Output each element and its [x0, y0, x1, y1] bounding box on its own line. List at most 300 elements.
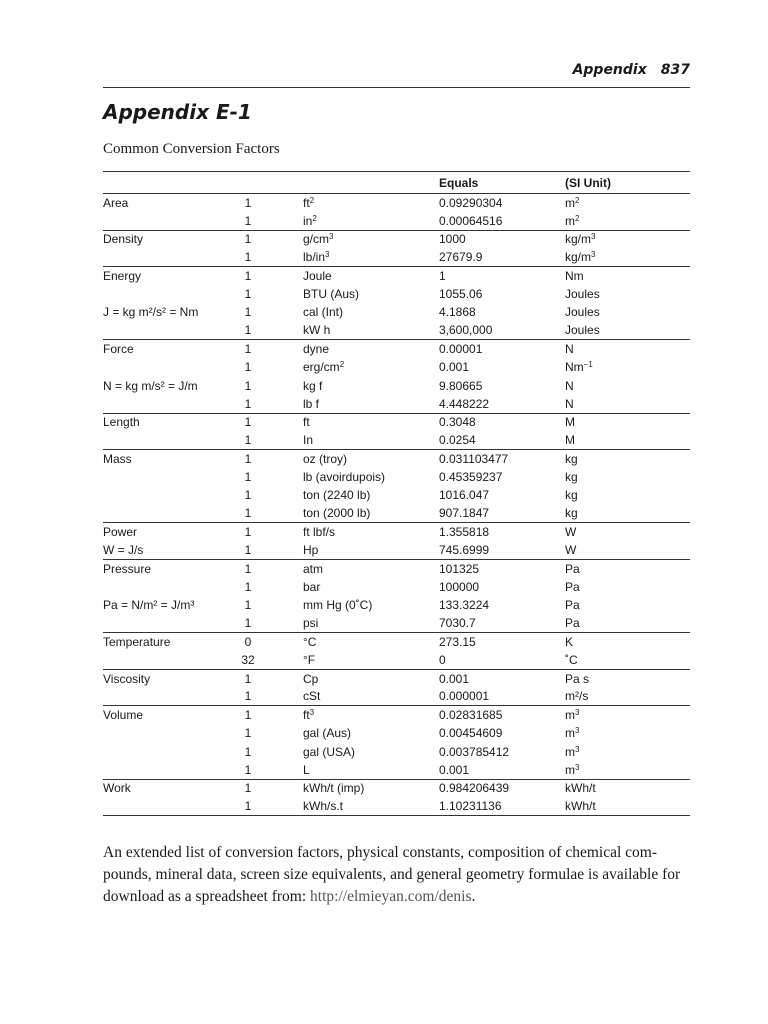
- quantity-label: [103, 651, 225, 669]
- quantity-label: J = kg m²/s² = Nm: [103, 305, 199, 320]
- equals-value: 9.80665: [439, 378, 483, 393]
- table-row: [103, 541, 690, 559]
- equals-value: 0.003785412: [439, 744, 510, 759]
- unit-exponent: 2: [309, 195, 315, 205]
- si-unit-exponent: 3: [575, 744, 580, 754]
- si-unit-text: kWh/t: [565, 799, 596, 814]
- si-unit-text: Nm: [565, 360, 584, 375]
- quantity-label: [103, 468, 225, 486]
- si-unit-text: M: [565, 415, 575, 430]
- unit-cell: [303, 376, 439, 394]
- si-unit-text: kg: [565, 452, 578, 467]
- amount-cell: 1: [244, 579, 252, 594]
- table-row: [103, 614, 690, 632]
- si-unit-text: ˚C: [565, 652, 578, 667]
- unit-cell: [303, 651, 439, 669]
- unit-text: erg/cm: [303, 360, 340, 375]
- table-row: [103, 633, 690, 651]
- si-unit-text: W: [565, 543, 577, 558]
- amount-cell: 1: [225, 230, 271, 248]
- unit-cell: [303, 248, 439, 266]
- equals-value: 4.448222: [439, 396, 490, 411]
- spacer-cell: [271, 230, 303, 248]
- amount-cell: 1: [244, 689, 252, 704]
- amount-cell: 1: [225, 559, 271, 577]
- amount-cell: 1: [225, 450, 271, 468]
- table-row: [103, 761, 690, 779]
- appendix-title: Appendix E-1: [103, 100, 252, 124]
- table-row: [103, 248, 690, 266]
- amount-cell: 1: [225, 523, 271, 541]
- si-unit-cell: [565, 431, 690, 449]
- si-unit-text: Pa: [565, 579, 580, 594]
- amount-cell: 1: [225, 797, 271, 815]
- unit-exponent: 3: [325, 250, 330, 260]
- equals-value: 907.1847: [439, 506, 490, 521]
- unit-cell: [303, 761, 439, 779]
- si-unit-cell: [565, 614, 690, 632]
- unit-cell: [303, 340, 439, 358]
- table-row: [103, 651, 690, 669]
- spacer-cell: [271, 688, 303, 706]
- spacer-cell: [271, 505, 303, 523]
- running-head: [103, 62, 690, 78]
- si-unit-exponent: 3: [575, 726, 580, 736]
- unit-text: kWh/t (imp): [303, 781, 365, 796]
- si-unit-cell: [565, 450, 690, 468]
- table-row: [103, 376, 690, 394]
- si-unit-text: m: [565, 726, 575, 741]
- amount-cell: 1: [244, 616, 252, 631]
- spacer-cell: [271, 706, 303, 724]
- table-row: [103, 779, 690, 797]
- quantity-label: [103, 742, 225, 760]
- conversion-table-wrapper: [103, 171, 690, 816]
- amount-cell: 1: [244, 506, 252, 521]
- si-unit-text: kg/m: [565, 232, 592, 247]
- quantity-label: [103, 322, 225, 340]
- unit-cell: [303, 779, 439, 797]
- quantity-label: [103, 797, 225, 815]
- unit-cell: [303, 322, 439, 340]
- unit-cell: [303, 797, 439, 815]
- equals-value: 0.00001: [439, 340, 565, 358]
- quantity-label: [103, 688, 225, 706]
- quantity-label: [103, 614, 225, 632]
- si-unit-cell: [565, 267, 690, 285]
- unit-exponent: 3: [309, 708, 315, 718]
- unit-cell: [303, 230, 439, 248]
- si-unit-cell: [565, 688, 690, 706]
- unit-text: cSt: [303, 689, 321, 704]
- quantity-label: Density: [103, 230, 225, 248]
- table-row: [103, 358, 690, 376]
- amount-cell: 1: [225, 340, 271, 358]
- unit-text: gal (Aus): [303, 726, 352, 741]
- unit-text: lb f: [303, 396, 320, 411]
- unit-text: °C: [303, 635, 317, 650]
- si-unit-text: m: [565, 744, 575, 759]
- si-unit-exponent: 3: [575, 762, 580, 772]
- si-unit-text: M: [565, 433, 575, 448]
- unit-text: ft: [303, 415, 310, 430]
- si-unit-cell: [565, 194, 690, 212]
- equals-value: 0.02831685: [439, 706, 565, 724]
- unit-text: psi: [303, 616, 319, 631]
- equals-value: 0.001: [439, 360, 470, 375]
- table-row: [103, 596, 690, 614]
- unit-text: atm: [303, 561, 324, 576]
- table-row: [103, 322, 690, 340]
- table-row: [103, 468, 690, 486]
- quantity-label: [103, 395, 225, 413]
- spacer-cell: [271, 761, 303, 779]
- equals-value: 273.15: [439, 633, 565, 651]
- si-unit-exponent: 3: [575, 708, 580, 718]
- spacer-cell: [271, 779, 303, 797]
- amount-cell: 1: [244, 378, 252, 393]
- unit-text: L: [303, 762, 310, 777]
- spacer-cell: [271, 322, 303, 340]
- unit-text: BTU (Aus): [303, 287, 360, 302]
- si-unit-exponent: 3: [591, 232, 596, 242]
- unit-text: ft: [303, 195, 310, 210]
- header-unit: [303, 172, 439, 194]
- equals-value: 0.00064516: [439, 213, 503, 228]
- table-row: [103, 267, 690, 285]
- table-row: [103, 559, 690, 577]
- quantity-label: W = J/s: [103, 543, 144, 558]
- unit-cell: [303, 523, 439, 541]
- quantity-label: [103, 761, 225, 779]
- unit-cell: [303, 431, 439, 449]
- si-unit-cell: [565, 395, 690, 413]
- amount-cell: 1: [225, 194, 271, 212]
- si-unit-text: Pa: [565, 561, 580, 576]
- unit-cell: [303, 194, 439, 212]
- unit-text: bar: [303, 579, 321, 594]
- footnote-text: An extended list of conversion factors, physical constants, composition of chemical com-pounds, mineral data, screen size equivalents, and general geometry formulae is available for download as a spreadsheet from:: [103, 844, 681, 905]
- si-unit-cell: [565, 413, 690, 431]
- table-row: [103, 230, 690, 248]
- unit-cell: [303, 688, 439, 706]
- unit-text: Cp: [303, 671, 319, 686]
- table-row: [103, 212, 690, 230]
- unit-cell: [303, 633, 439, 651]
- equals-value: 0.3048: [439, 413, 565, 431]
- si-unit-cell: [565, 285, 690, 303]
- si-unit-text: m: [565, 762, 575, 777]
- si-unit-cell: [565, 523, 690, 541]
- unit-cell: [303, 505, 439, 523]
- amount-cell: 32: [241, 652, 255, 667]
- si-unit-cell: [565, 724, 690, 742]
- unit-text: °F: [303, 652, 316, 667]
- si-unit-text: Joules: [565, 323, 600, 338]
- unit-text: ft lbf/s: [303, 525, 336, 540]
- si-unit-text: K: [565, 635, 574, 650]
- quantity-label: [103, 724, 225, 742]
- unit-cell: [303, 267, 439, 285]
- spacer-cell: [271, 248, 303, 266]
- spacer-cell: [271, 413, 303, 431]
- conversion-table: [103, 171, 690, 816]
- si-unit-cell: [565, 651, 690, 669]
- si-unit-cell: [565, 797, 690, 815]
- table-row: [103, 303, 690, 321]
- amount-cell: 1: [225, 413, 271, 431]
- si-unit-text: kg: [565, 488, 578, 503]
- si-unit-text: kg: [565, 470, 578, 485]
- quantity-label: Length: [103, 413, 225, 431]
- si-unit-cell: [565, 376, 690, 394]
- si-unit-cell: [565, 486, 690, 504]
- spacer-cell: [271, 267, 303, 285]
- unit-text: In: [303, 433, 314, 448]
- si-unit-cell: [565, 761, 690, 779]
- table-row: [103, 669, 690, 687]
- unit-cell: [303, 285, 439, 303]
- unit-cell: [303, 395, 439, 413]
- unit-text: lb/in: [303, 250, 326, 265]
- equals-value: 133.3224: [439, 598, 490, 613]
- table-row: [103, 194, 690, 212]
- unit-text: gal (USA): [303, 744, 356, 759]
- spacer-cell: [271, 285, 303, 303]
- equals-value: 0.09290304: [439, 194, 565, 212]
- amount-cell: 1: [244, 287, 252, 302]
- unit-cell: [303, 706, 439, 724]
- unit-cell: [303, 578, 439, 596]
- si-unit-text: Nm: [565, 269, 584, 284]
- unit-cell: [303, 468, 439, 486]
- amount-cell: 1: [244, 744, 252, 759]
- table-row: [103, 688, 690, 706]
- si-unit-cell: [565, 706, 690, 724]
- si-unit-cell: [565, 779, 690, 797]
- spacer-cell: [271, 303, 303, 321]
- table-row: [103, 578, 690, 596]
- spacer-cell: [271, 395, 303, 413]
- unit-cell: [303, 596, 439, 614]
- si-unit-text: W: [565, 525, 577, 540]
- amount-cell: 1: [225, 706, 271, 724]
- table-header-row: [103, 172, 690, 194]
- spacer-cell: [271, 614, 303, 632]
- si-unit-cell: [565, 541, 690, 559]
- si-unit-text: Pa: [565, 598, 580, 613]
- spacer-cell: [271, 578, 303, 596]
- running-head-label: Appendix: [572, 62, 647, 78]
- si-unit-text: kg: [565, 506, 578, 521]
- equals-value: 0.001: [439, 669, 565, 687]
- equals-value: 0.000001: [439, 689, 490, 704]
- equals-value: 1016.047: [439, 488, 490, 503]
- unit-text: kW h: [303, 323, 331, 338]
- quantity-label: [103, 212, 225, 230]
- si-unit-cell: [565, 559, 690, 577]
- equals-value: 27679.9: [439, 250, 483, 265]
- page-number: 837: [660, 62, 690, 78]
- amount-cell: 1: [244, 305, 252, 320]
- amount-cell: 1: [244, 598, 252, 613]
- amount-cell: 1: [244, 543, 252, 558]
- table-row: [103, 797, 690, 815]
- table-row: [103, 523, 690, 541]
- spacer-cell: [271, 358, 303, 376]
- quantity-label: [103, 248, 225, 266]
- header-equals: Equals: [439, 172, 565, 194]
- table-row: [103, 285, 690, 303]
- si-unit-text: Joules: [565, 287, 600, 302]
- unit-cell: [303, 212, 439, 230]
- si-unit-cell: [565, 669, 690, 687]
- header-si-unit: (SI Unit): [565, 172, 690, 194]
- unit-cell: [303, 450, 439, 468]
- si-unit-cell: [565, 578, 690, 596]
- quantity-label: Volume: [103, 706, 225, 724]
- si-unit-cell: [565, 340, 690, 358]
- unit-cell: [303, 486, 439, 504]
- download-link[interactable]: http://elmieyan.com/denis: [310, 888, 472, 905]
- amount-cell: 1: [244, 726, 252, 741]
- quantity-label: [103, 285, 225, 303]
- header-quantity: [103, 172, 225, 194]
- spacer-cell: [271, 376, 303, 394]
- si-unit-exponent: 2: [575, 195, 580, 205]
- table-row: [103, 395, 690, 413]
- si-unit-cell: [565, 322, 690, 340]
- quantity-label: Energy: [103, 267, 225, 285]
- equals-value: 101325: [439, 559, 565, 577]
- quantity-label: Area: [103, 194, 225, 212]
- quantity-label: [103, 578, 225, 596]
- unit-cell: [303, 413, 439, 431]
- table-row: [103, 340, 690, 358]
- equals-value: 1.355818: [439, 523, 565, 541]
- table-body: [103, 194, 690, 816]
- table-row: [103, 742, 690, 760]
- quantity-label: Power: [103, 523, 225, 541]
- unit-text: g/cm: [303, 232, 330, 247]
- spacer-cell: [271, 797, 303, 815]
- si-unit-text: m²/s: [565, 689, 589, 704]
- unit-text: cal (Int): [303, 305, 344, 320]
- quantity-label: Force: [103, 340, 225, 358]
- spacer-cell: [271, 724, 303, 742]
- si-unit-text: N: [565, 396, 574, 411]
- unit-text: ton (2000 lb): [303, 506, 371, 521]
- equals-value: 0.45359237: [439, 470, 503, 485]
- header-rule: [103, 87, 690, 88]
- equals-value: 3,600,000: [439, 323, 493, 338]
- si-unit-cell: [565, 248, 690, 266]
- spacer-cell: [271, 523, 303, 541]
- spacer-cell: [271, 596, 303, 614]
- table-row: [103, 413, 690, 431]
- equals-value: 0.00454609: [439, 726, 503, 741]
- footnote-paragraph: [103, 842, 693, 908]
- amount-cell: 0: [225, 633, 271, 651]
- amount-cell: 1: [244, 323, 252, 338]
- si-unit-cell: [565, 633, 690, 651]
- table-row: [103, 431, 690, 449]
- amount-cell: 1: [244, 433, 252, 448]
- spacer-cell: [271, 212, 303, 230]
- unit-text: in: [303, 213, 313, 228]
- unit-text: kg f: [303, 378, 323, 393]
- unit-cell: [303, 724, 439, 742]
- spacer-cell: [271, 669, 303, 687]
- spacer-cell: [271, 651, 303, 669]
- amount-cell: 1: [244, 470, 252, 485]
- si-unit-exponent: 2: [575, 213, 580, 223]
- amount-cell: 1: [244, 360, 252, 375]
- equals-value: 100000: [439, 579, 480, 594]
- si-unit-text: N: [565, 378, 574, 393]
- si-unit-text: Pa: [565, 616, 580, 631]
- unit-exponent: 2: [339, 360, 345, 370]
- footnote-end: .: [471, 888, 476, 905]
- table-row: [103, 505, 690, 523]
- si-unit-cell: [565, 742, 690, 760]
- unit-text: oz (troy): [303, 452, 348, 467]
- equals-value: 0: [439, 652, 446, 667]
- table-caption: Common Conversion Factors: [103, 141, 280, 157]
- si-unit-text: m: [565, 213, 575, 228]
- unit-cell: [303, 559, 439, 577]
- equals-value: 0.001: [439, 762, 470, 777]
- equals-value: 1055.06: [439, 287, 483, 302]
- unit-cell: [303, 669, 439, 687]
- unit-text: kWh/s.t: [303, 799, 344, 814]
- si-unit-cell: [565, 505, 690, 523]
- unit-cell: [303, 303, 439, 321]
- amount-cell: 1: [225, 669, 271, 687]
- si-unit-text: kWh/t: [565, 781, 596, 796]
- spacer-cell: [271, 450, 303, 468]
- equals-value: 0.984206439: [439, 779, 565, 797]
- unit-text: Joule: [303, 269, 332, 284]
- unit-text: mm Hg (0˚C): [303, 598, 373, 613]
- unit-exponent: 2: [312, 213, 317, 223]
- table-row: [103, 486, 690, 504]
- amount-cell: 1: [244, 250, 252, 265]
- equals-value: 745.6999: [439, 543, 490, 558]
- quantity-label: N = kg m/s² = J/m: [103, 378, 198, 393]
- spacer-cell: [271, 633, 303, 651]
- spacer-cell: [271, 486, 303, 504]
- amount-cell: 1: [244, 396, 252, 411]
- quantity-label: Viscosity: [103, 669, 225, 687]
- equals-value: 0.0254: [439, 433, 476, 448]
- amount-cell: 1: [225, 267, 271, 285]
- unit-cell: [303, 541, 439, 559]
- equals-value: 7030.7: [439, 616, 476, 631]
- amount-cell: 1: [244, 762, 252, 777]
- table-row: [103, 450, 690, 468]
- si-unit-text: kg/m: [565, 250, 592, 265]
- amount-cell: 1: [225, 779, 271, 797]
- unit-cell: [303, 742, 439, 760]
- spacer-cell: [271, 431, 303, 449]
- amount-cell: 1: [244, 488, 252, 503]
- unit-text: dyne: [303, 342, 330, 357]
- equals-value: 1.10231136: [439, 797, 565, 815]
- quantity-label: [103, 431, 225, 449]
- spacer-cell: [271, 742, 303, 760]
- amount-cell: 1: [244, 213, 252, 228]
